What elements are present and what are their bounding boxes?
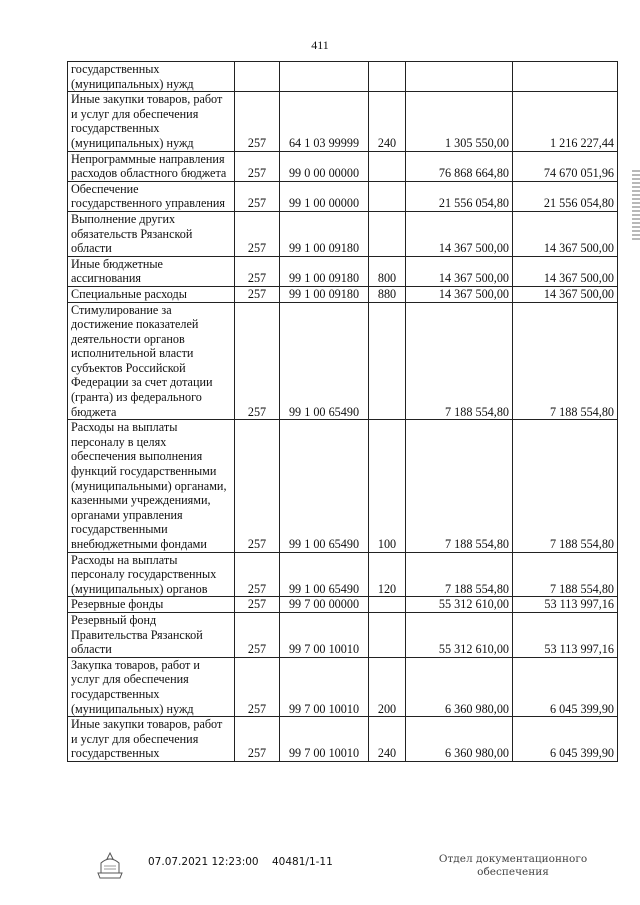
table-row (68, 717, 618, 762)
scan-margin-mark (632, 170, 640, 240)
stamp-line-2: обеспечения (477, 866, 549, 878)
row-amount-1: 14 367 500,00 (406, 286, 513, 302)
row-amount-1: 7 188 554,80 (406, 302, 513, 420)
row-name: Выполнение других обязательств Рязанской области (68, 211, 235, 256)
page-number: 411 (311, 38, 329, 52)
row-name: Непрограммные направления расходов областного бюджета (68, 151, 235, 181)
row-code: 257 (235, 286, 280, 302)
row-code: 257 (235, 420, 280, 552)
row-amount-1: 6 360 980,00 (406, 717, 513, 762)
emblem-icon (93, 851, 127, 881)
row-amount-1: 1 305 550,00 (406, 92, 513, 151)
row-name: Стимулирование за достижение показателей деятельности органов исполнительной власти субъектов Российской Федерации за счет дотации (гранта) из федерального бюджета (68, 302, 235, 420)
row-amount-1: 6 360 980,00 (406, 657, 513, 716)
table-row (68, 286, 618, 302)
row-amount-1: 7 188 554,80 (406, 552, 513, 597)
row-amount-2: 7 188 554,80 (513, 552, 618, 597)
row-csr: 99 0 00 00000 (280, 151, 369, 181)
row-amount-1 (406, 62, 513, 92)
table-row (68, 151, 618, 181)
department-stamp (438, 853, 588, 879)
row-code: 257 (235, 612, 280, 657)
row-vr (369, 597, 406, 613)
row-vr (369, 62, 406, 92)
footer-registration-number: 40481/1-11 (272, 856, 333, 868)
table-row (68, 92, 618, 151)
row-name: государственных (муниципальных) нужд (68, 62, 235, 92)
row-amount-2: 53 113 997,16 (513, 597, 618, 613)
row-vr: 100 (369, 420, 406, 552)
row-amount-2: 14 367 500,00 (513, 286, 618, 302)
row-csr: 99 7 00 10010 (280, 612, 369, 657)
table-row (68, 302, 618, 420)
table-row (68, 256, 618, 286)
row-csr: 99 1 00 09180 (280, 256, 369, 286)
row-name: Резервные фонды (68, 597, 235, 613)
row-code: 257 (235, 92, 280, 151)
row-csr: 99 1 00 09180 (280, 286, 369, 302)
row-amount-2 (513, 62, 618, 92)
row-vr (369, 151, 406, 181)
row-name: Иные закупки товаров, работ и услуг для обеспечения государственных (муниципальных) нужд (68, 92, 235, 151)
row-vr: 200 (369, 657, 406, 716)
row-name: Резервный фонд Правительства Рязанской области (68, 612, 235, 657)
table-row (68, 211, 618, 256)
row-code (235, 62, 280, 92)
row-csr (280, 62, 369, 92)
row-amount-2: 53 113 997,16 (513, 612, 618, 657)
row-amount-1: 7 188 554,80 (406, 420, 513, 552)
row-csr: 99 7 00 10010 (280, 657, 369, 716)
footer-date: 07.07.2021 12:23:00 (148, 856, 259, 868)
row-amount-2: 6 045 399,90 (513, 657, 618, 716)
row-name: Специальные расходы (68, 286, 235, 302)
row-vr (369, 211, 406, 256)
row-code: 257 (235, 597, 280, 613)
row-name: Обеспечение государственного управления (68, 181, 235, 211)
row-amount-1: 55 312 610,00 (406, 597, 513, 613)
row-amount-2: 74 670 051,96 (513, 151, 618, 181)
budget-table (67, 61, 618, 762)
row-vr (369, 612, 406, 657)
row-amount-2: 21 556 054,80 (513, 181, 618, 211)
row-csr: 64 1 03 99999 (280, 92, 369, 151)
row-csr: 99 7 00 00000 (280, 597, 369, 613)
row-amount-1: 21 556 054,80 (406, 181, 513, 211)
row-code: 257 (235, 151, 280, 181)
row-vr (369, 302, 406, 420)
row-amount-1: 14 367 500,00 (406, 256, 513, 286)
row-name: Иные закупки товаров, работ и услуг для обеспечения государственных (68, 717, 235, 762)
row-amount-2: 7 188 554,80 (513, 302, 618, 420)
row-name: Иные бюджетные ассигнования (68, 256, 235, 286)
table-row (68, 597, 618, 613)
stamp-line-1: Отдел документационного (438, 853, 588, 865)
row-csr: 99 1 00 09180 (280, 211, 369, 256)
row-amount-2: 1 216 227,44 (513, 92, 618, 151)
row-name: Закупка товаров, работ и услуг для обеспечения государственных (муниципальных) нужд (68, 657, 235, 716)
row-vr: 240 (369, 92, 406, 151)
row-code: 257 (235, 211, 280, 256)
row-amount-2: 7 188 554,80 (513, 420, 618, 552)
row-code: 257 (235, 657, 280, 716)
row-amount-2: 14 367 500,00 (513, 211, 618, 256)
table-row (68, 62, 618, 92)
row-code: 257 (235, 552, 280, 597)
row-code: 257 (235, 256, 280, 286)
table-row (68, 552, 618, 597)
row-csr: 99 7 00 10010 (280, 717, 369, 762)
table-row (68, 612, 618, 657)
row-csr: 99 1 00 00000 (280, 181, 369, 211)
row-code: 257 (235, 302, 280, 420)
table-row (68, 181, 618, 211)
row-vr: 880 (369, 286, 406, 302)
row-amount-1: 76 868 664,80 (406, 151, 513, 181)
row-csr: 99 1 00 65490 (280, 302, 369, 420)
document-footer (0, 853, 640, 898)
row-csr: 99 1 00 65490 (280, 552, 369, 597)
row-amount-1: 55 312 610,00 (406, 612, 513, 657)
row-vr: 240 (369, 717, 406, 762)
row-amount-1: 14 367 500,00 (406, 211, 513, 256)
row-vr: 120 (369, 552, 406, 597)
row-code: 257 (235, 717, 280, 762)
row-name: Расходы на выплаты персоналу государственных (муниципальных) органов (68, 552, 235, 597)
row-name: Расходы на выплаты персоналу в целях обеспечения выполнения функций государственными (муниципальными) органами, казенными учреждениями, органами управления государственными внебюджетными фондами (68, 420, 235, 552)
table-row (68, 420, 618, 552)
row-amount-2: 14 367 500,00 (513, 256, 618, 286)
row-code: 257 (235, 181, 280, 211)
table-row (68, 657, 618, 716)
row-vr: 800 (369, 256, 406, 286)
row-amount-2: 6 045 399,90 (513, 717, 618, 762)
row-csr: 99 1 00 65490 (280, 420, 369, 552)
row-vr (369, 181, 406, 211)
